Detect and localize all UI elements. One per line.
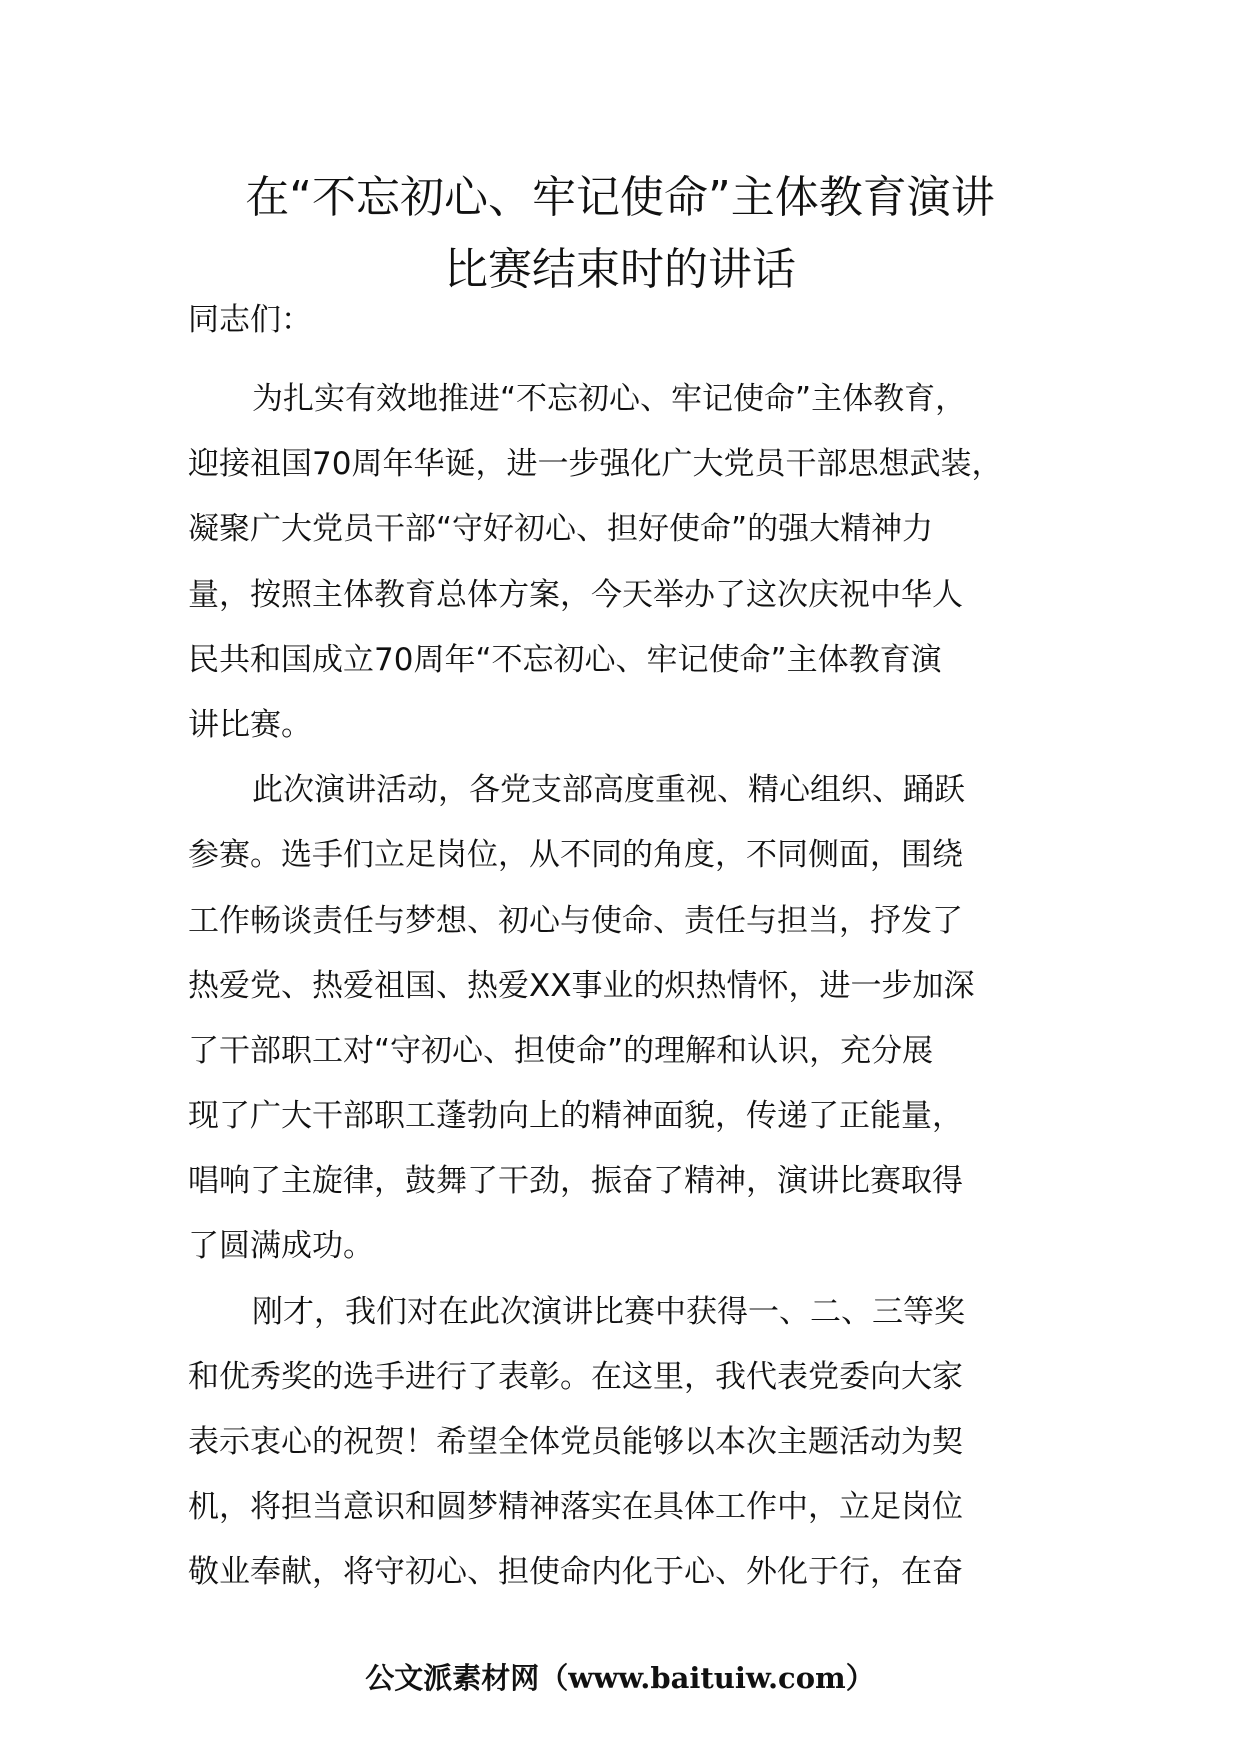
text-line: 为扎实有效地推进“不忘初心、牢记使命”主体教育，: [252, 381, 967, 417]
salutation: 同志们：: [188, 302, 312, 338]
text-line: 了圆满成功。: [188, 1228, 374, 1265]
text-line: 凝聚广大党员干部“守好初心、担好使命”的强大精神力: [188, 511, 934, 548]
text-line: 迎接祖国70周年华诞，进一步强化广大党员干部思想武装，: [188, 446, 1003, 483]
text-line: 民共和国成立70周年“不忘初心、牢记使命”主体教育演: [188, 641, 942, 678]
text-line: 工作畅谈责任与梦想、初心与使命、责任与担当，抒发了: [188, 902, 963, 939]
text-line: 敬业奉献，将守初心、担使命内化于心、外化于行，在奋: [188, 1554, 963, 1591]
title-line-2: 比赛结束时的讲话: [444, 244, 796, 295]
text-line: 唱响了主旋律，鼓舞了干劲，振奋了精神，演讲比赛取得: [188, 1163, 963, 1200]
text-line: 机，将担当意识和圆梦精神落实在具体工作中，立足岗位: [188, 1489, 963, 1526]
watermark-footer: 公文派素材网（www.baituiw.com）: [365, 1661, 875, 1695]
body-text: [188, 367, 1073, 1606]
text-line: 了干部职工对“守初心、担使命”的理解和认识，充分展: [188, 1032, 934, 1069]
document-title: [150, 170, 1090, 314]
text-line: 此次演讲活动，各党支部高度重视、精心组织、踊跃: [252, 772, 965, 809]
text-line: 热爱党、热爱祖国、热爱XX事业的炽热情怀，进一步加深: [188, 967, 975, 1004]
text-line: 参赛。选手们立足岗位，从不同的角度，不同侧面，围绕: [188, 837, 963, 874]
text-line: 现了广大干部职工蓬勃向上的精神面貌，传递了正能量，: [188, 1098, 963, 1135]
text-line: 表示衷心的祝贺！希望全体党员能够以本次主题活动为契: [188, 1424, 963, 1460]
text-line: 讲比赛。: [188, 706, 312, 743]
text-line: 刚才，我们对在此次演讲比赛中获得一、二、三等奖: [252, 1293, 965, 1330]
text-line: 和优秀奖的选手进行了表彰。在这里，我代表党委向大家: [188, 1358, 963, 1395]
text-line: 量，按照主体教育总体方案，今天举办了这次庆祝中华人: [188, 576, 963, 613]
title-line-1: 在“不忘初心、牢记使命”主体教育演讲: [245, 172, 995, 223]
